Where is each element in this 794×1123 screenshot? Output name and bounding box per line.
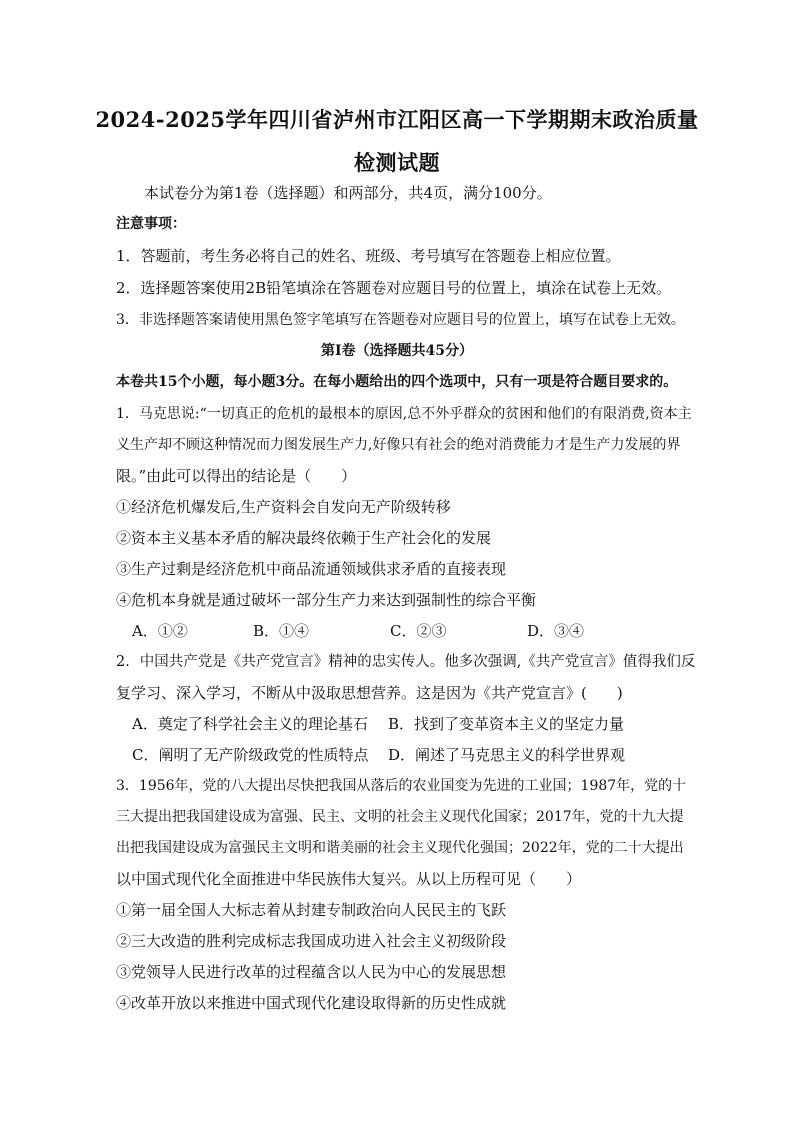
question-1-option-a: A．①②	[132, 622, 188, 640]
question-3-stem: 3．1956年，党的八大提出尽快把我国从落后的农业国变为先进的工业国；1987年，党的十	[116, 778, 687, 794]
question-1-statement: ③生产过剩是经济危机中商品流通领域供求矛盾的直接表现	[116, 560, 507, 578]
question-1-stem: 义生产却不顾这种情况而力图发展生产力,好像只有社会的绝对消费能力才是生产力发展的界	[116, 437, 681, 453]
note-item: 3．非选择题答案请使用黑色签字笔填写在答题卷对应题目号的位置上，填写在试卷上无效。	[116, 312, 685, 328]
question-3-stem: 三大提出把我国建设成为富强、民主、文明的社会主义现代化国家；2017年，党的十九大提	[116, 809, 684, 825]
question-1-stem: 限。”由此可以得出的结论是（ ）	[116, 467, 357, 485]
question-1-option-c: C．②③	[390, 622, 447, 640]
question-2-stem: 复学习、深入学习，不断从中汲取思想营养。这是因为《共产党宣言》( )	[116, 684, 623, 702]
question-1-statement: ④危机本身就是通过破坏一部分生产力来达到强制性的综合平衡	[116, 591, 537, 609]
question-2-option-d: D．阐述了马克思主义的科学世界观	[388, 746, 626, 764]
question-3-statement: ②三大改造的胜利完成标志我国成功进入社会主义初级阶段	[116, 932, 507, 950]
exam-title-line1: 2024-2025学年四川省泸州市江阳区高一下学期期末政治质量	[95, 107, 699, 132]
question-2-option-a: A．奠定了科学社会主义的理论基石	[132, 715, 368, 733]
intro-text: 本试卷分为第1卷（选择题）和两部分，共4页，满分100分。	[144, 184, 552, 202]
question-1-statement: ①经济危机爆发后,生产资料会自发向无产阶级转移	[116, 498, 451, 516]
question-1-option-b: B．①④	[253, 622, 310, 640]
notes-heading: 注意事项：	[116, 216, 186, 232]
question-2-option-b: B．找到了变革资本主义的坚定力量	[388, 715, 625, 733]
exam-title-line2: 检测试题	[354, 150, 440, 175]
question-3-stem: 以中国式现代化全面推进中华民族伟大复兴。从以上历程可见（ ）	[116, 870, 582, 888]
question-3-statement: ③党领导人民进行改革的过程蕴含以人民为中心的发展思想	[116, 963, 507, 981]
section-title: 第I卷（选择题共45分）	[320, 343, 474, 359]
question-1-stem: 1．马克思说:“一切真正的危机的最根本的原因,总不外乎群众的贫困和他们的有限消费,资本主	[116, 406, 692, 422]
question-2-stem: 2．中国共产党是《共产党宣言》精神的忠实传人。他多次强调,《共产党宣言》值得我们反	[116, 654, 696, 670]
question-3-statement: ④改革开放以来推进中国式现代化建设取得新的历史性成就	[116, 994, 507, 1012]
section-instruction: 本卷共15个小题，每小题3分。在每小题给出的四个选项中，只有一项是符合题目要求的。	[116, 374, 678, 390]
question-2-option-c: C．阐明了无产阶级政党的性质特点	[132, 746, 369, 764]
note-item: 1．答题前，考生务必将自己的姓名、班级、考号填写在答题卷上相应位置。	[116, 247, 621, 265]
question-3-statement: ①第一届全国人大标志着从封建专制政治向人民民主的飞跃	[116, 901, 507, 919]
note-item: 2．选择题答案使用2B铅笔填涂在答题卷对应题目号的位置上，填涂在试卷上无效。	[116, 279, 672, 297]
question-1-option-d: D．③④	[527, 622, 585, 640]
question-1-statement: ②资本主义基本矛盾的解决最终依赖于生产社会化的发展	[116, 529, 492, 547]
question-3-stem: 出把我国建设成为富强民主文明和谐美丽的社会主义现代化强国；2022年，党的二十大提出	[116, 840, 684, 856]
